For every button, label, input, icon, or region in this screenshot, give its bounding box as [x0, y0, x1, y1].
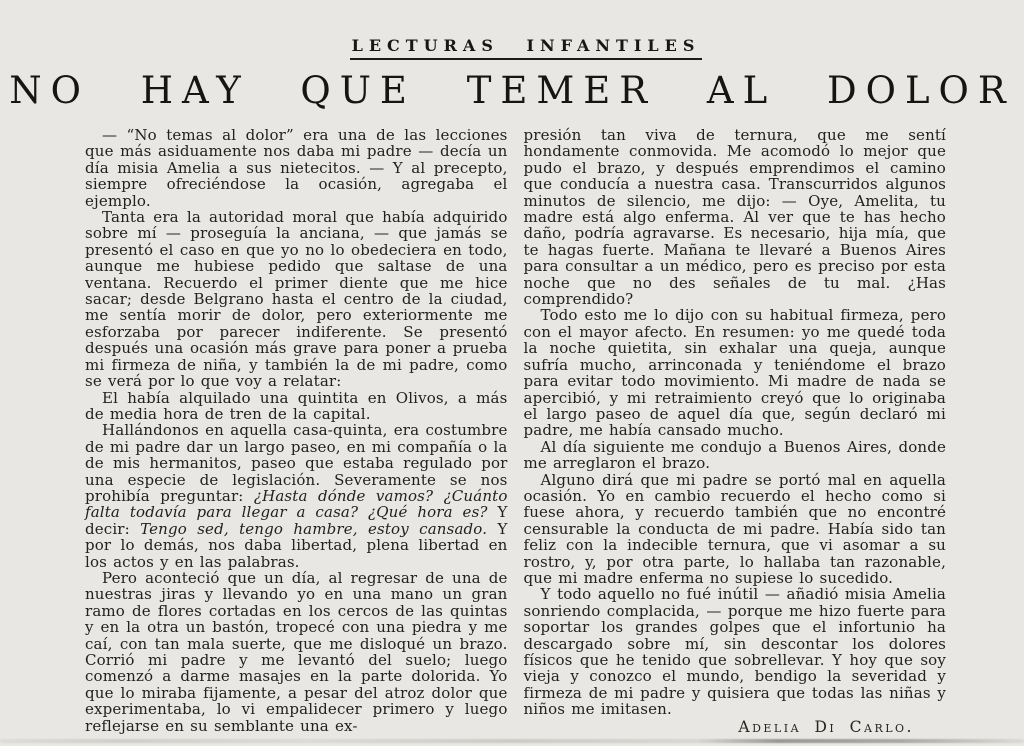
text-run: Al día siguiente me condujo a Buenos Aires, donde me arreglaron el brazo.	[523, 437, 946, 473]
author-signature: Adelia Di Carlo.	[738, 717, 914, 736]
section-kicker: LECTURAS INFANTILES	[350, 36, 703, 60]
article-title: NO HAY QUE TEMER AL DOLOR	[9, 69, 1015, 112]
paragraph	[85, 570, 508, 734]
text-run: Tanta era la autoridad moral que había adquirido sobre mí — proseguía la anciana, — que jamás se presentó el caso en que yo no lo obedeciera en todo, aunque me hubiese pedido que saltase de una ventana. Recuerdo el primer diente que me hice sacar; desde Belgrano hasta el centro de la ciudad, me sentía morir de dolor, pero exteriormente me esforzaba por parecer indiferente. Se presentó después una ocasión más grave para poner a prueba mi firmeza de niña, y también la de mi padre, como se verá por lo que voy a relatar:	[85, 208, 508, 391]
article-body	[85, 127, 946, 735]
text-run: Y por lo demás, nos daba libertad, plena libertad en los actos y en las palabras.	[85, 519, 508, 571]
text-run: presión tan viva de ternura, que me sentí hondamente conmovida. Me acomodó lo mejor que pudo el brazo, y después emprendimos el camino que conducía a nuestra casa. Transcurridos algunos minutos de silencio, me dijo: — Oye, Amelita, tu madre está algo enferma. Al ver que te has hecho daño, podría agravarse. Es necesario, hija mía, que te hagas fuerte. Mañana te llevaré a Buenos Aires para consultar a un médico, pero es preciso por esta noche que no des señales de tu mal. ¿Has comprendido?	[523, 126, 946, 309]
paragraph	[85, 127, 508, 209]
paragraph	[524, 127, 947, 307]
paragraph	[85, 390, 508, 423]
text-run: — “No temas al dolor” era una de las lecciones que más asiduamente nos daba mi padre — decía un día misia Amelia a sus nietecitos. — Y al precepto, siempre ofreciéndose la ocasión, agregaba el ejemplo.	[85, 126, 508, 210]
text-run: Y todo aquello no fué inútil — añadió misia Amelia sonriendo complacida, — porque me hizo fuerte para soportar los grandes golpes que el infortunio ha descargado sobre mí, sin descontar los dolores físicos que he tenido que sobrellevar. Y hoy que soy vieja y conozco el mundo, bendigo la severidad y firmeza de mi padre y quisiera que todas las niñas y niños me imitasen.	[523, 585, 946, 719]
left-column	[85, 127, 508, 735]
masthead	[0, 0, 1024, 112]
italic-text-run: Tengo sed, tengo hambre, estoy cansado.	[140, 519, 488, 538]
text-run: Y decir:	[85, 503, 508, 538]
right-column	[524, 127, 947, 735]
paragraph	[524, 472, 947, 587]
paragraph	[85, 422, 508, 570]
text-run: Pero aconteció que un día, al regresar de una de nuestras jiras y llevando yo en una mano un gran ramo de flores cortadas en los cercos de las quintas y en la otra un bastón, tropecé con una piedra y me caí, con tan mala suerte, que me disloqué un brazo. Corrió mi padre y me levantó del suelo; luego comenzó a darme masajes en la parte dolorida. Yo que lo miraba fijamente, a pesar del atroz dolor que experimentaba, lo vi empalidecer primero y luego reflejarse en su semblante una ex-	[85, 568, 508, 735]
paragraph	[524, 439, 947, 472]
paragraph	[524, 586, 947, 717]
paragraph	[524, 307, 947, 438]
paragraph	[85, 209, 508, 389]
text-run: Hallándonos en aquella casa-quinta, era costumbre de mi padre dar un largo paseo, en mi compañía o la de mis hermanitos, paseo que estaba regulado por una especie de legislación. Severamente se nos prohibía preguntar:	[85, 421, 508, 505]
text-run: Alguno dirá que mi padre se portó mal en aquella ocasión. Yo en cambio recuerdo el hecho como si fuese ahora, y recuerdo también que no encontré censurable la conducta de mi padre. Había sido tan feliz con la indecible ternura, que vi asomar a su rostro, y, por otra parte, lo hallaba tan razonable, que mi madre enferma no supiese lo sucedido.	[523, 470, 946, 587]
text-run: Todo esto me lo dijo con su habitual firmeza, pero con el mayor afecto. En resumen: yo me quedé toda la noche quietita, sin exhalar una queja, aunque sufría mucho, arrinconada y teniéndome el brazo para evitar todo movimiento. Mi madre de nada se apercibió, y mi retraimiento creyó que lo originaba el largo paseo de aquel día que, según declaró mi padre, me había cansado mucho.	[523, 306, 946, 440]
text-run: El había alquilado una quintita en Olivos, a más de media hora de tren de la capital.	[85, 388, 508, 423]
scan-artifact-line	[0, 739, 1024, 743]
italic-text-run: ¿Hasta dónde vamos? ¿Cuánto falta todavía para llegar a casa? ¿Qué hora es?	[85, 486, 508, 522]
